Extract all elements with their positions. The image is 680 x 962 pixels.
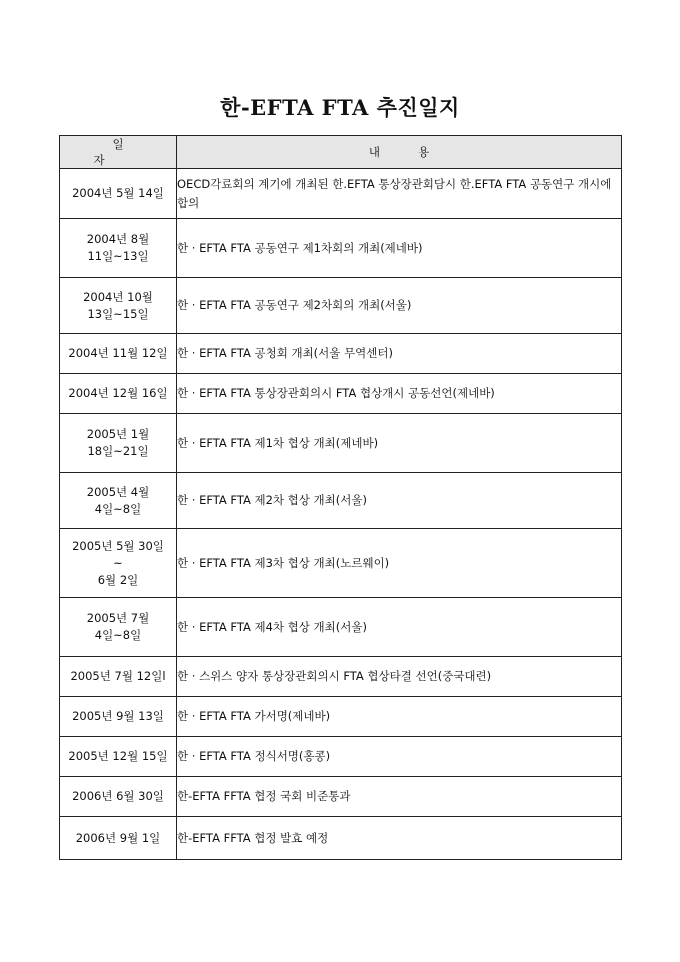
row-date: [60, 697, 177, 737]
table-row: [60, 598, 622, 657]
table-row: [60, 414, 622, 473]
row-content: 한 · EFTA FTA 공동연구 제1차회의 개최(제네바): [177, 219, 622, 278]
table-row: [60, 697, 622, 737]
row-date-line: 2005년 7월: [86, 611, 150, 625]
row-date-line: 2006년 6월 30일: [72, 789, 164, 803]
row-content: 한-EFTA FFTA 협정 발효 예정: [177, 817, 622, 860]
table-row: [60, 817, 622, 860]
row-date-line: ~: [113, 555, 123, 570]
row-content: 한 · EFTA FTA 제1차 협상 개최(제네바): [177, 414, 622, 473]
row-date-line: 6월 2일: [97, 572, 139, 587]
row-date-line: 2004년 12월 16일: [68, 386, 168, 400]
table-row: [60, 374, 622, 414]
row-content: 한 · EFTA FTA 공동연구 제2차회의 개최(서울): [177, 278, 622, 334]
row-date: [60, 414, 177, 473]
row-content: 한 · EFTA FTA 가서명(제네바): [177, 697, 622, 737]
row-date-line: 2005년 1월: [86, 427, 150, 441]
table-row: [60, 737, 622, 777]
row-date: [60, 278, 177, 334]
row-date: [60, 529, 177, 598]
row-content: 한 · 스위스 양자 통상장관회의시 FTA 협상타결 선언(중국대련): [177, 657, 622, 697]
row-date-line: 2005년 7월 12일l: [70, 669, 166, 683]
row-date-line: 18일~21일: [87, 444, 149, 458]
table-row: [60, 657, 622, 697]
table-row: [60, 777, 622, 817]
row-date: [60, 334, 177, 374]
row-date: [60, 598, 177, 657]
row-date-line: 2005년 12월 15일: [68, 749, 168, 763]
row-date-line: 2004년 5월 14일: [72, 186, 164, 200]
row-content: 한 · EFTA FTA 공청회 개최(서울 무역센터): [177, 334, 622, 374]
row-date: [60, 737, 177, 777]
row-date-line: 2005년 9월 13일: [72, 709, 164, 723]
row-date-line: 2004년 11월 12일: [68, 346, 168, 360]
row-date-line: 4일~8일: [94, 501, 142, 516]
row-date-line: 2006년 9월 1일: [75, 830, 161, 845]
row-content: 한-EFTA FFTA 협정 국회 비준통과: [177, 777, 622, 817]
table-row: [60, 334, 622, 374]
row-date: [60, 169, 177, 219]
table-row: [60, 219, 622, 278]
row-date-line: 2004년 8월: [86, 232, 150, 246]
row-content: 한 · EFTA FTA 제2차 협상 개최(서울): [177, 473, 622, 529]
row-content: 한 · EFTA FTA 통상장관회의시 FTA 협상개시 공동선언(제네바): [177, 374, 622, 414]
row-date-line: 2005년 4월: [86, 484, 150, 499]
table-row: [60, 529, 622, 598]
row-content: 한 · EFTA FTA 제3차 협상 개최(노르웨이): [177, 529, 622, 598]
table-header-row: [60, 136, 622, 169]
table-row: [60, 473, 622, 529]
row-content: 한 · EFTA FTA 정식서명(홍콩): [177, 737, 622, 777]
content-column-header: 내용: [177, 136, 622, 169]
row-date: [60, 657, 177, 697]
row-date-line: 11일~13일: [87, 249, 149, 263]
row-date: [60, 817, 177, 860]
date-column-header: 일자: [60, 136, 177, 169]
row-date-line: 2004년 10월: [83, 289, 153, 304]
row-date-line: 13일~15일: [87, 306, 149, 321]
row-content: 한 · EFTA FTA 제4차 협상 개최(서울): [177, 598, 622, 657]
row-content: OECD각료회의 계기에 개최된 한.EFTA 통상장관회담시 한.EFTA FTA 공동연구 개시에 합의: [177, 169, 622, 219]
row-date: [60, 374, 177, 414]
table-row: [60, 169, 622, 219]
row-date-line: 4일~8일: [94, 628, 142, 642]
document-title: 한-EFTA FTA 추진일지: [220, 95, 460, 120]
row-date-line: 2005년 5월 30일: [72, 538, 164, 553]
table-row: [60, 278, 622, 334]
schedule-table: [59, 135, 622, 860]
table-body: [60, 169, 622, 860]
row-date: [60, 219, 177, 278]
row-date: [60, 473, 177, 529]
row-date: [60, 777, 177, 817]
